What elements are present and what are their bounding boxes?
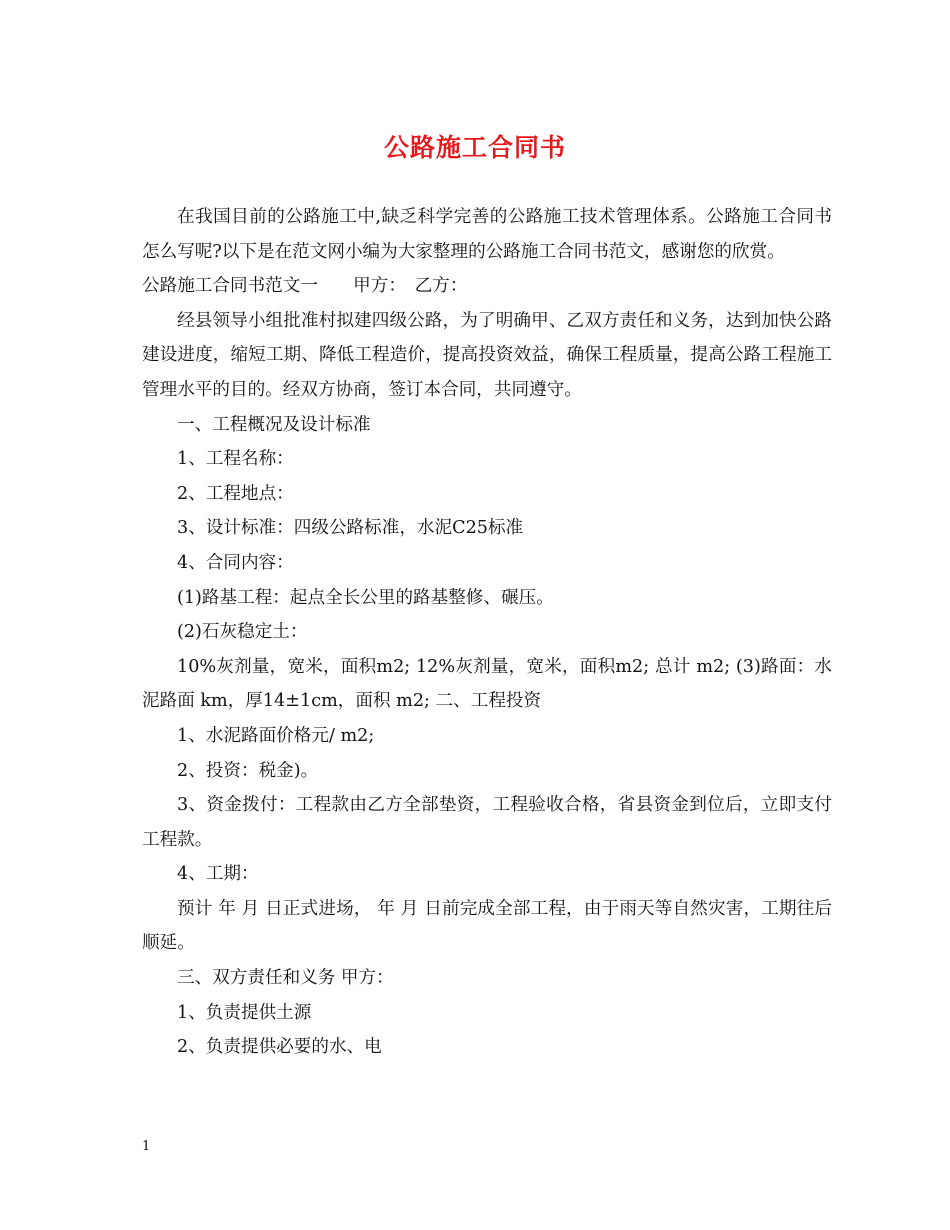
intro-paragraph: 在我国目前的公路施工中,缺乏科学完善的公路施工技术管理体系。公路施工合同书怎么写呢?以下是在范文网小编为大家整理的公路施工合同书范文，感谢您的欣赏。 — [142, 207, 832, 262]
document-body — [142, 200, 832, 1065]
page-number: 1 — [142, 1139, 151, 1154]
document-title: 公路施工合同书 — [383, 133, 566, 162]
clause-item: 3、资金拨付：工程款由乙方全部垫资，工程验收合格，省县资金到位后，立即支付工程款。 — [142, 795, 832, 850]
clause-item: 4、合同内容： — [177, 552, 294, 573]
preamble-paragraph: 经县领导小组批准村拟建四级公路，为了明确甲、乙双方责任和义务，达到加快公路建设进度，缩短工期、降低工程造价，提高投资效益，确保工程质量，提高公路工程施工管理水平的目的。经双方协商，签订本合同，共同遵守。 — [142, 310, 832, 400]
clause-item: 3、设计标准：四级公路标准，水泥C25标准 — [177, 518, 524, 539]
clause-item: (1)路基工程：起点全长公里的路基整修、碾压。 — [177, 587, 554, 608]
clause-item: 1、水泥路面价格元/ m2; — [177, 725, 375, 746]
clause-item: 1、工程名称： — [177, 449, 294, 470]
clause-item: 预计 年 月 日正式进场， 年 月 日前完成全部工程，由于雨天等自然灾害，工期往后顺延。 — [142, 898, 832, 954]
clause-item: 10%灰剂量，宽米，面积m2; 12%灰剂量，宽米，面积m2; 总计 m2; (3)路面：水泥路面 km，厚14±1cm，面积 m2; 二、工程投资 — [142, 656, 832, 712]
clause-item: 2、负责提供必要的水、电 — [177, 1037, 382, 1058]
clause-item: 1、负责提供土源 — [177, 1002, 312, 1023]
section-heading: 一、工程概况及设计标准 — [177, 414, 371, 435]
sample-heading: 公路施工合同书范文一 甲方： 乙方： — [142, 276, 468, 297]
section-heading: 三、双方责任和义务 甲方： — [177, 968, 394, 989]
clause-item: 2、投资：税金)。 — [177, 760, 319, 781]
clause-item: 2、工程地点： — [177, 483, 294, 504]
clause-item: 4、工期： — [177, 864, 259, 885]
clause-item: (2)石灰稳定土： — [177, 622, 308, 643]
